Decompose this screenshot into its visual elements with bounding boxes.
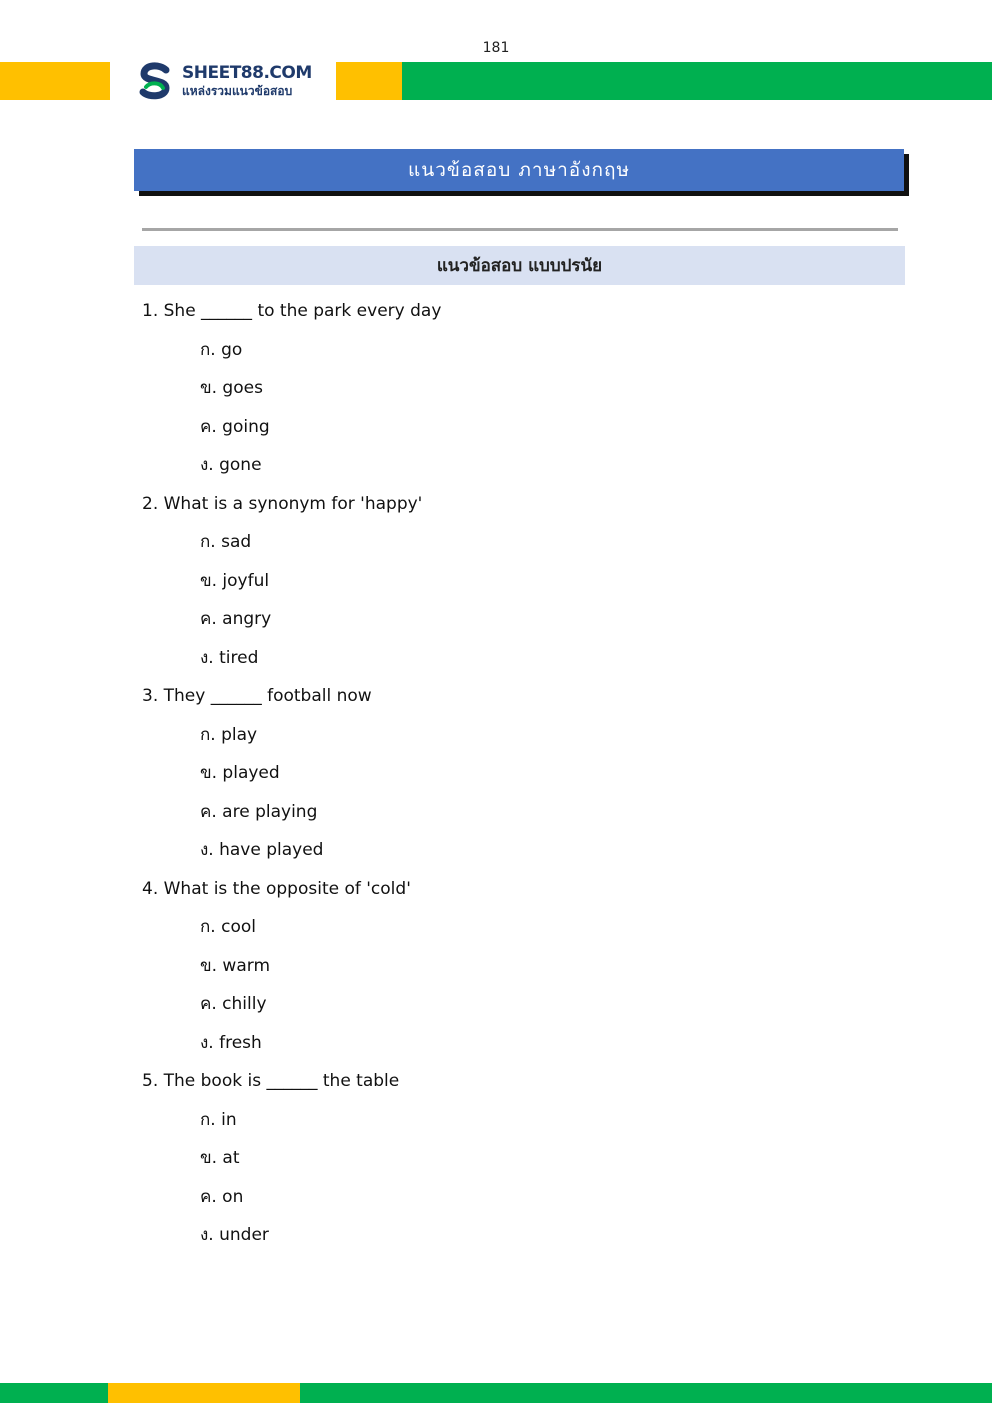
- question-4-option-c: ค. chilly: [200, 994, 267, 1014]
- question-1: 1. She ______ to the park every day: [142, 301, 442, 321]
- question-2: 2. What is a synonym for 'happy': [142, 493, 423, 514]
- question-4-option-b: ข. warm: [200, 955, 271, 976]
- question-3: 3. They ______ football now: [142, 686, 372, 706]
- divider: [142, 228, 898, 231]
- footer-band-yellow: [108, 1383, 300, 1403]
- header-band-yellow-left: [0, 62, 110, 100]
- question-2-option-b: ข. joyful: [200, 570, 270, 591]
- question-3-option-c: ค. are playing: [200, 801, 318, 822]
- question-3-option-b: ข. played: [200, 763, 280, 783]
- question-list: [142, 296, 902, 1259]
- question-2-option-d: ง. tired: [200, 647, 259, 668]
- question-3-option-d: ง. have played: [200, 840, 324, 860]
- question-2-option-a: ก. sad: [200, 532, 252, 552]
- footer-band-green-right: [300, 1383, 992, 1403]
- question-5: 5. The book is ______ the table: [142, 1071, 400, 1091]
- question-1-option-c: ค. going: [200, 416, 270, 437]
- question-5-option-c: ค. on: [200, 1186, 244, 1207]
- question-4-option-a: ก. cool: [200, 917, 256, 937]
- header-band-yellow-right: [336, 62, 402, 100]
- question-5-option-b: ข. at: [200, 1148, 240, 1168]
- page-number: 181: [482, 40, 510, 56]
- sheet88-logo-icon: [136, 62, 174, 100]
- question-3-option-a: ก. play: [200, 724, 258, 745]
- header-band-green: [402, 62, 992, 100]
- section-title: แนวข้อสอบ แบบปรนัย: [134, 246, 905, 285]
- brand-name: SHEET88.COM: [182, 63, 312, 83]
- page-title: แนวข้อสอบ ภาษาอังกฤษ: [134, 149, 904, 191]
- question-1-option-a: ก. go: [200, 339, 243, 360]
- question-4-option-d: ง. fresh: [200, 1032, 262, 1053]
- question-1-option-d: ง. gone: [200, 455, 262, 475]
- question-5-option-a: ก. in: [200, 1109, 237, 1130]
- question-2-option-c: ค. angry: [200, 609, 272, 629]
- brand-logo: [112, 62, 334, 100]
- brand-tagline: แหล่งรวมแนวข้อสอบ: [182, 84, 293, 98]
- question-5-option-d: ง. under: [200, 1225, 269, 1245]
- footer-band-green-left: [0, 1383, 108, 1403]
- question-1-option-b: ข. goes: [200, 378, 263, 398]
- question-4: 4. What is the opposite of 'cold': [142, 878, 411, 899]
